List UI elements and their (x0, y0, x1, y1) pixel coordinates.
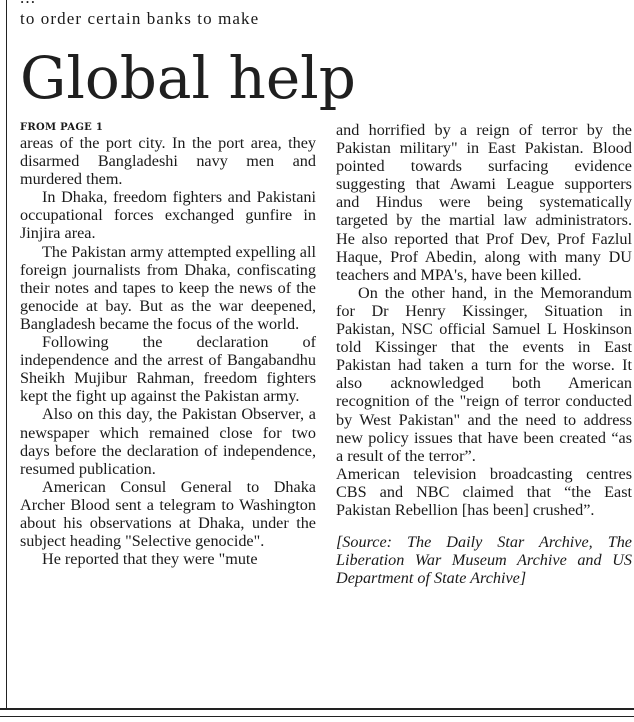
fragment-line: to order certain banks to make (20, 9, 260, 28)
paragraph: On the other hand, in the Memorandum for Dr Henry Kissinger, Situation in Pakistan, NSC official Samuel L Hoskinson told Kissinger that the events in East Pakistan had taken a turn for the worse. It also acknowledged both American recognition of the "reign of terror conducted by West Pakistan" and the need to address new policy issues that have been created “as a result of the terror”. (336, 283, 632, 465)
paragraph: In Dhaka, freedom fighters and Pakistani occupational forces exchanged gunfire in Jinjira area. (20, 188, 316, 243)
source-note: [Source: The Daily Star Archive, The Liberation War Museum Archive and US Department of State Archive] (336, 533, 632, 588)
article-column-2 (336, 121, 632, 587)
paragraph: Following the declaration of independence and the arrest of Bangabandhu Sheikh Mujibur Rahman, freedom fighters kept the fight up against the Pakistan army. (20, 333, 316, 406)
headline: Global help (20, 44, 356, 112)
paragraph: Also on this day, the Pakistan Observer, a newspaper which remained close for two days before the declaration of independence, resumed publication. (20, 405, 316, 478)
previous-article-fragment (20, 0, 320, 29)
jump-line: FROM PAGE 1 (20, 122, 104, 133)
paragraph: The Pakistan army attempted expelling all foreign journalists from Dhaka, confiscating their notes and tapes to keep the news of the genocide at bay. But as the war deepened, Bangladesh became the focus of the world. (20, 242, 316, 333)
fragment-line-cut (20, 0, 320, 8)
page-rule-bottom (0, 708, 634, 710)
paragraph: He reported that they were "mute (42, 550, 258, 569)
paragraph: areas of the port city. In the port area, they disarmed Bangladeshi navy men and murdered them. (20, 134, 316, 189)
paragraph: American Consul General to Dhaka Archer Blood sent a telegram to Washington about his observations at Dhaka, under the subject heading "Selective genocide". (20, 477, 316, 551)
paragraph: American television broadcasting centres CBS and NBC claimed that “the East Pakistan Rebellion [has been] crushed”. (336, 464, 632, 519)
article-column-1 (20, 121, 316, 568)
column-rule-left (6, 0, 7, 708)
paragraph: and horrified by a reign of terror by the Pakistan military" in East Pakistan. Blood pointed towards surfacing evidence suggesting that Awami League supporters and Hindus were being systematically targeted by the martial law administrators. He also reported that Prof Dev, Prof Fazlul Haque, Prof Abedin, along with many DU teachers and MPA's, have been killed. (336, 121, 632, 284)
page-rule-bottom-thin (0, 716, 634, 717)
